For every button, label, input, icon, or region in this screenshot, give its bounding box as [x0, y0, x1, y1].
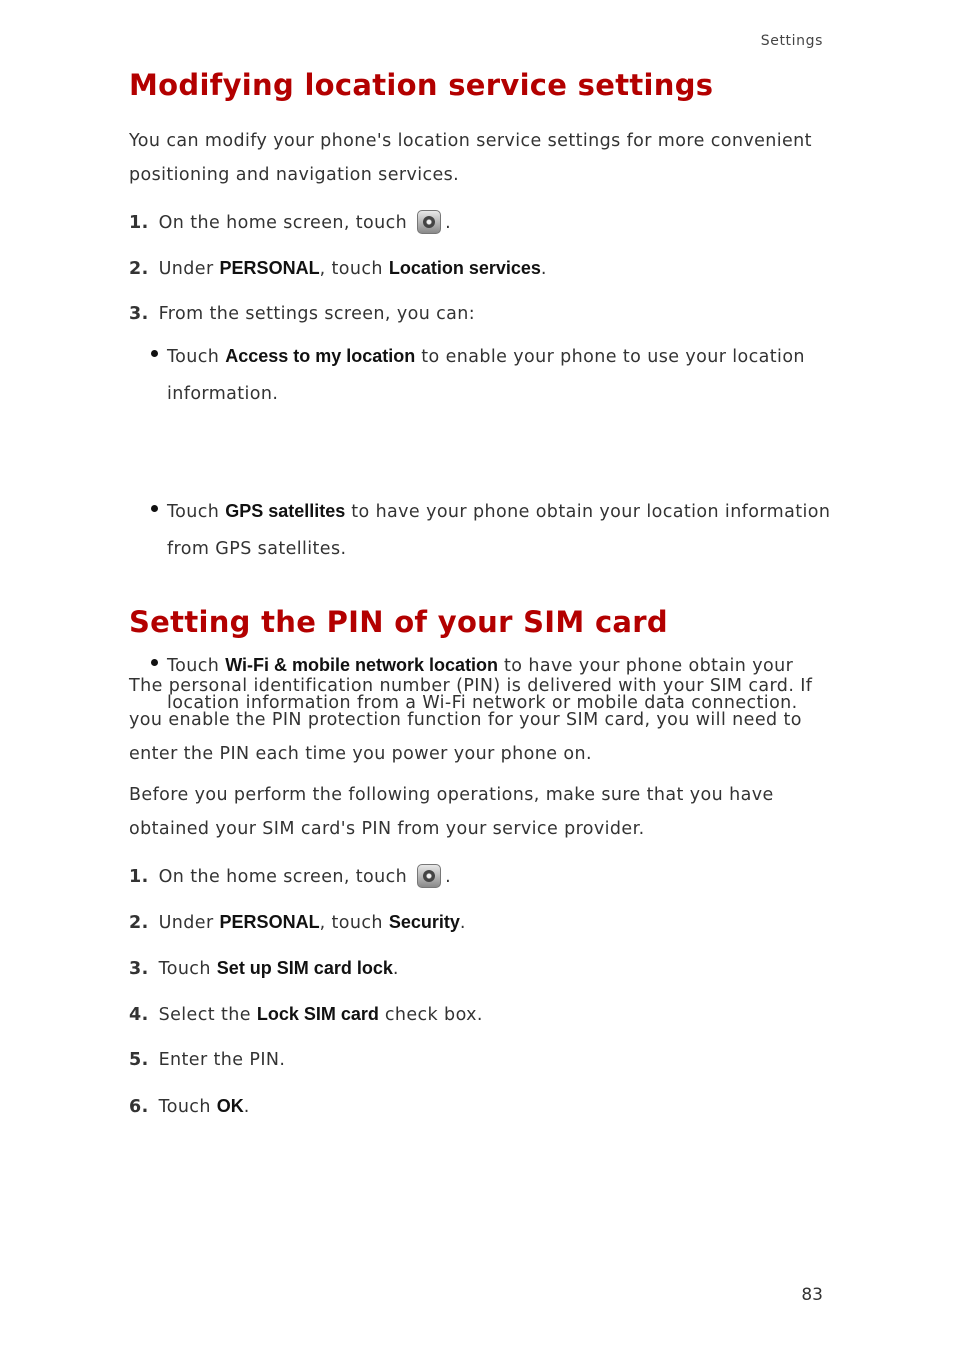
bullet-item [129, 338, 867, 413]
step-3 [129, 302, 829, 326]
step-text: Touch [158, 1097, 211, 1117]
step-3 [129, 956, 829, 981]
step-number: 4. [129, 1005, 149, 1025]
step-number: 3. [129, 304, 149, 324]
step-number: 2. [129, 913, 149, 933]
step-text-end: . [445, 867, 452, 887]
step-text: Under [158, 259, 214, 279]
step-text-mid: , touch [319, 259, 383, 279]
step-number: 6. [129, 1097, 149, 1117]
step-text-mid: , touch [319, 913, 383, 933]
step-text-end: . [540, 259, 547, 279]
step-1 [129, 864, 829, 889]
step-text: Under [158, 913, 214, 933]
settings-icon [417, 210, 441, 234]
step-1 [129, 210, 829, 235]
step-text-end: . [392, 959, 399, 979]
bullet-text: Touch [167, 656, 220, 676]
running-header: Settings [760, 33, 823, 49]
section-pin-title-wrap [129, 605, 829, 640]
step-number: 5. [129, 1050, 149, 1070]
section-title: Setting the PIN of your SIM card [129, 605, 668, 639]
bullet-dot [151, 350, 158, 357]
step-2 [129, 256, 829, 281]
bullet-dot [151, 659, 158, 666]
step-2 [129, 910, 829, 935]
step-number: 1. [129, 213, 149, 233]
step-number: 1. [129, 867, 149, 887]
ui-term: Set up SIM card lock [216, 958, 393, 978]
section-location-intro-wrap [129, 124, 829, 192]
step-number: 2. [129, 259, 149, 279]
step-text: From the settings screen, you can: [158, 304, 476, 324]
pin-para-2-wrap [129, 778, 829, 846]
step-text: Select the [158, 1005, 251, 1025]
page-number: 83 [801, 1285, 823, 1305]
ui-term: Lock SIM card [256, 1004, 379, 1024]
bullet-text: to enable your phone to use your location information. [167, 347, 805, 404]
intro-paragraph: You can modify your phone's location service settings for more convenient positioning and navigation services. [129, 131, 812, 185]
bullet-item [129, 493, 867, 568]
step-6 [129, 1094, 829, 1119]
step-text-end: check box. [384, 1005, 483, 1025]
ui-term: Security [388, 912, 460, 932]
bullet-text: Touch [167, 502, 220, 522]
body-paragraph: Before you perform the following operations, make sure that you have obtained your SIM card's PIN from your service provider. [129, 785, 774, 839]
step-text: Touch [158, 959, 211, 979]
ui-term: PERSONAL [219, 258, 320, 278]
step-text: On the home screen, touch [158, 213, 408, 233]
pin-para-1-wrap [129, 669, 829, 771]
bullet-text: to have your phone obtain your location information from a Wi-Fi network or mobile data connection. [167, 656, 798, 713]
ui-term: OK [216, 1096, 244, 1116]
section-location-title-wrap [129, 68, 829, 103]
settings-icon [417, 864, 441, 888]
ui-term: Location services [388, 258, 541, 278]
section-title: Modifying location service settings [129, 68, 714, 102]
step-text-end: . [243, 1097, 250, 1117]
ui-term: GPS satellites [225, 501, 346, 521]
ui-term: Access to my location [225, 346, 416, 366]
step-text-end: . [445, 213, 452, 233]
bullet-text: to have your phone obtain your location information from GPS satellites. [167, 502, 831, 559]
body-paragraph: The personal identification number (PIN) is delivered with your SIM card. If you enable the PIN protection function for your SIM card, you will need to enter the PIN each time you power your phone on. [129, 676, 813, 764]
step-text: On the home screen, touch [158, 867, 408, 887]
step-5 [129, 1048, 829, 1072]
step-text-end: . [459, 913, 466, 933]
ui-term: PERSONAL [219, 912, 320, 932]
step-4 [129, 1002, 829, 1027]
step-number: 3. [129, 959, 149, 979]
ui-term: Wi-Fi & mobile network location [225, 655, 499, 675]
bullet-text: Touch [167, 347, 220, 367]
bullet-dot [151, 505, 158, 512]
step-text: Enter the PIN. [158, 1050, 286, 1070]
